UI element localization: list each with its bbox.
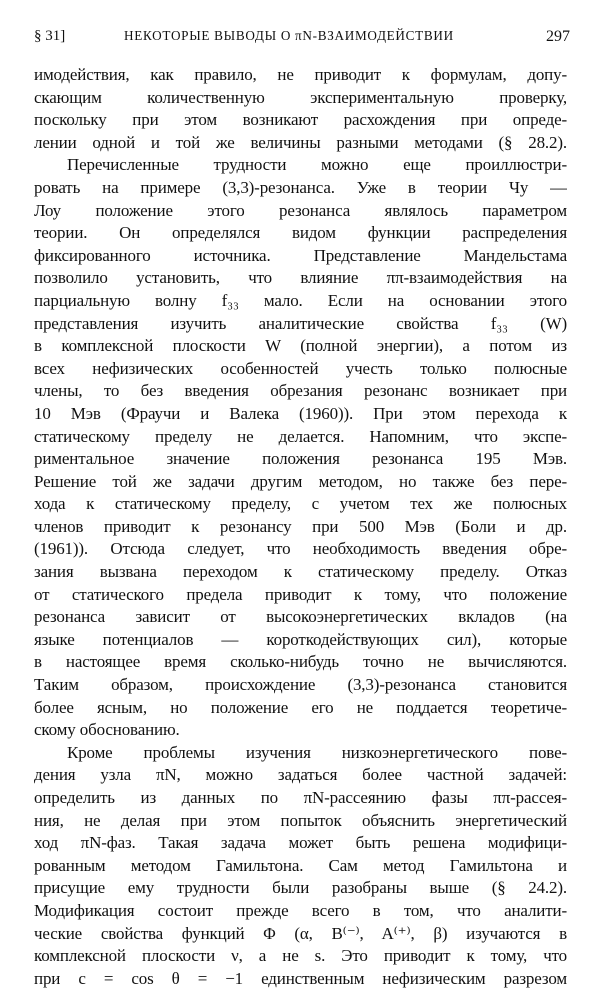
section-number: § 31] [34, 28, 66, 44]
text-line: (1961)). Отсюда следует, что необходимость введения обре- [34, 539, 567, 559]
text-line: фиксированного источника. Представление Мандельстама [34, 245, 567, 265]
text-line: парциальную волну f₃₃ мало. Если на основании этого [34, 290, 567, 310]
text-line: Модификация состоит прежде всего в том, что аналити- [34, 900, 567, 920]
text-line: ческие свойства функций Φ (α, B⁽⁻⁾, A⁽⁺⁾, β) изучаются в [34, 923, 567, 943]
text-line: хода к статическому пределу, с учетом тех же полюсных [34, 494, 567, 514]
paragraph-first-line: Кроме проблемы изучения низкоэнергетического пове- [67, 742, 567, 762]
text-line: Лоу положение этого резонанса являлось параметром [34, 200, 567, 220]
text-line: члены, то без введения обрезания резонанс возникает при [34, 381, 567, 401]
paragraph-first-line: Перечисленные трудности можно еще проиллюстри- [67, 155, 567, 175]
text-line: языке потенциалов — короткодействующих сил), которые [34, 629, 567, 649]
text-line: теории. Он определялся видом функции распределения [34, 223, 567, 243]
text-line: ровать на примере (3,3)-резонанса. Уже в теории Чу — [34, 177, 567, 197]
text-line: риментальное значение положения резонанса 195 Мэв. [34, 449, 567, 469]
text-line: присущие ему трудности были разобраны выше (§ 24.2). [34, 878, 567, 898]
text-line: дения узла πN, можно задаться более частной задачей: [34, 765, 567, 785]
text-line: рованным методом Гамильтона. Сам метод Гамильтона и [34, 855, 567, 875]
text-line: скающим количественную экспериментальную проверку, [34, 87, 567, 107]
text-line: лении одной и той же величины разными методами (§ 28.2). [34, 132, 567, 152]
text-line: 10 Мэв (Фраучи и Валека (1960)). При этом перехода к [34, 403, 567, 423]
text-line: позволило установить, что влияние ππ-взаимодействия на [34, 268, 567, 288]
text-line: более ясным, но положение его не поддается теоретиче- [34, 697, 567, 717]
text-line: имодействия, как правило, не приводит к формулам, допу- [34, 65, 567, 84]
text-line: определить из данных по πN-рассеянию фазы ππ-рассея- [34, 788, 567, 807]
text-line: от статического предела приводит к тому, что положение [34, 584, 567, 604]
text-line: Решение той же задачи другим методом, но также без пере- [34, 471, 567, 491]
text-line: поскольку при этом возникают расхождения при опреде- [34, 110, 567, 130]
text-line: представления изучить аналитические свойства f₃₃ (W) [34, 313, 567, 333]
text-line: при c = cos θ = −1 единственным нефизическим разрезом [34, 968, 567, 988]
text-line: комплексной плоскости ν, а не s. Это приводит к тому, что [34, 946, 567, 966]
page-number: 297 [546, 28, 570, 45]
paragraph-last-line: скому обоснованию. [34, 720, 180, 740]
text-line: резонанса зависит от высокоэнергетических вкладов (на [34, 607, 567, 627]
text-line: зания вызвана переходом к статическому пределу. Отказ [34, 562, 567, 582]
text-line: членов приводит к резонансу при 500 Мэв (Боли и др. [34, 516, 567, 536]
body-text [34, 64, 567, 990]
text-line: в комплексной плоскости W (полной энергии), а потом из [34, 336, 567, 356]
text-line: Таким образом, происхождение (3,3)-резонанса становится [34, 675, 567, 695]
text-line: всех нефизических особенностей учесть только полюсные [34, 358, 567, 378]
running-header [34, 28, 570, 52]
text-line: ния, не делая при этом попыток объяснить энергетический [34, 810, 567, 830]
text-line: статическому пределу не делается. Напомним, что экспе- [34, 426, 567, 446]
text-line: в настоящее время сколько-нибудь точно не вычисляются. [34, 652, 567, 672]
running-title: НЕКОТОРЫЕ ВЫВОДЫ О πN-ВЗАИМОДЕЙСТВИИ [124, 28, 454, 43]
text-line: ход πN-фаз. Такая задача может быть решена модифици- [34, 833, 567, 853]
